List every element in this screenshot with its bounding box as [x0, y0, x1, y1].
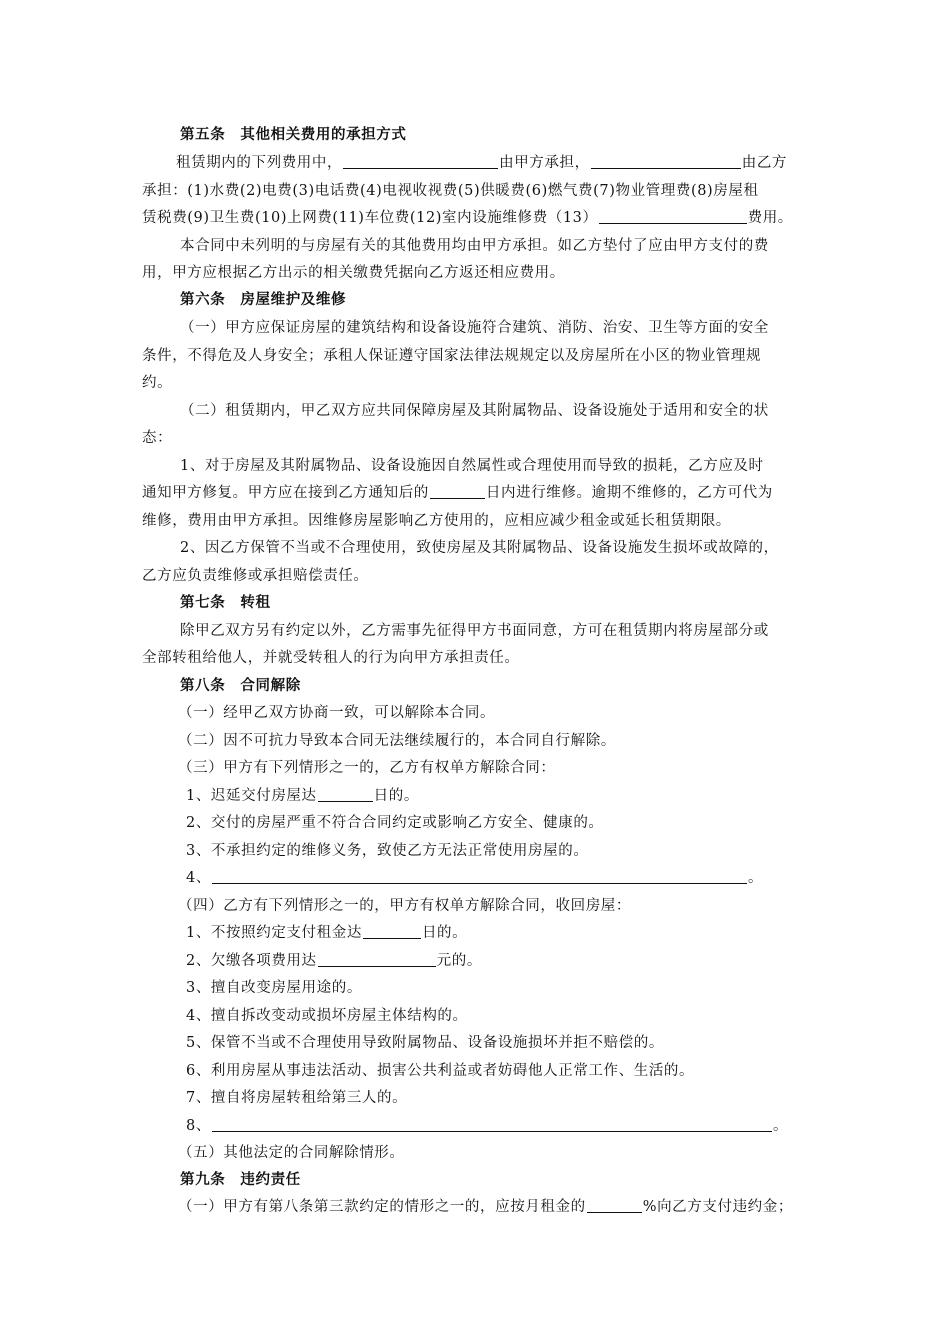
paragraph-line: （五）其他法定的合同解除情形。: [178, 1145, 405, 1161]
paragraph-line: （四）乙方有下列情形之一的，甲方有权单方解除合同，收回房屋：: [178, 898, 631, 914]
paragraph-line: 7、擅自将房屋转租给第三人的。: [186, 1090, 408, 1106]
paragraph-line: 1、对于房屋及其附属物品、设备设施因自然属性或合理使用而导致的损耗，乙方应及时: [180, 458, 764, 474]
paragraph-line: （二）因不可抗力导致本合同无法继续履行的，本合同自行解除。: [178, 733, 616, 749]
paragraph-line: 8、 。: [186, 1118, 789, 1134]
paragraph-line: （一）经甲乙双方协商一致，可以解除本合同。: [178, 705, 496, 721]
paragraph-line: 态：: [142, 430, 173, 446]
paragraph-line: 赁税费(9)卫生费(10)上网费(11)车位费(12)室内设施维修费（13） 费用。: [142, 210, 793, 226]
article-5-heading: 第五条 其他相关费用的承担方式: [180, 127, 407, 143]
paragraph-line: 承担：(1)水费(2)电费(3)电话费(4)电视收视费(5)供暖费(6)燃气费(7)物业管理费(8)房屋租: [142, 183, 759, 199]
paragraph-line: 2、欠缴各项费用达 元的。: [186, 953, 482, 969]
paragraph-line: 乙方应负责维修或承担赔偿责任。: [142, 568, 369, 584]
paragraph-line: 5、保管不当或不合理使用导致附属物品、设备设施损坏并拒不赔偿的。: [186, 1035, 664, 1051]
paragraph-line: 6、利用房屋从事违法活动、损害公共利益或者妨碍他人正常工作、生活的。: [186, 1063, 695, 1079]
paragraph-line: 约。: [142, 375, 173, 391]
article-9-heading: 第九条 违约责任: [180, 1172, 301, 1188]
paragraph-line: 用，甲方应根据乙方出示的相关缴费凭据向乙方返还相应费用。: [142, 265, 565, 281]
paragraph-line: 全部转租给他人，并就受转租人的行为向甲方承担责任。: [142, 650, 520, 666]
paragraph-line: （一）甲方有第八条第三款约定的情形之一的，应按月租金的 %向乙方支付违约金；: [178, 1199, 793, 1215]
article-7-heading: 第七条 转租: [180, 595, 271, 611]
paragraph-line: 维修，费用由甲方承担。因维修房屋影响乙方使用的，应相应减少租金或延长租赁期限。: [142, 513, 731, 529]
paragraph-line: 4、 。: [186, 870, 764, 886]
paragraph-line: （一）甲方应保证房屋的建筑结构和设备设施符合建筑、消防、治安、卫生等方面的安全: [180, 320, 769, 336]
paragraph-line: 2、因乙方保管不当或不合理使用，致使房屋及其附属物品、设备设施发生损坏或故障的，: [180, 540, 779, 556]
paragraph-line: 1、迟延交付房屋达 日的。: [186, 788, 419, 804]
paragraph-line: 3、擅自改变房屋用途的。: [186, 980, 362, 996]
paragraph-line: 4、擅自拆改变动或损坏房屋主体结构的。: [186, 1008, 468, 1024]
paragraph-line: 本合同中未列明的与房屋有关的其他费用均由甲方承担。如乙方垫付了应由甲方支付的费: [180, 238, 769, 254]
article-8-heading: 第八条 合同解除: [180, 678, 301, 694]
article-6-heading: 第六条 房屋维护及维修: [180, 292, 347, 308]
paragraph-line: 除甲乙双方另有约定以外，乙方需事先征得甲方书面同意，方可在租赁期内将房屋部分或: [180, 623, 769, 639]
paragraph-line: 租赁期内的下列费用中， 由甲方承担， 由乙方: [176, 155, 788, 171]
paragraph-line: （三）甲方有下列情形之一的，乙方有权单方解除合同：: [178, 760, 556, 776]
paragraph-line: 1、不按照约定支付租金达 日的。: [186, 925, 468, 941]
paragraph-line: 条件，不得危及人身安全；承租人保证遵守国家法律法规规定以及房屋所在小区的物业管理规: [142, 348, 762, 364]
paragraph-line: 3、不承担约定的维修义务，致使乙方无法正常使用房屋的。: [186, 843, 589, 859]
paragraph-line: 2、交付的房屋严重不符合合同约定或影响乙方安全、健康的。: [186, 815, 604, 831]
paragraph-line: 通知甲方修复。甲方应在接到乙方通知后的 日内进行维修。逾期不维修的，乙方可代为: [142, 485, 773, 501]
paragraph-line: （二）租赁期内，甲乙双方应共同保障房屋及其附属物品、设备设施处于适用和安全的状: [180, 403, 769, 419]
